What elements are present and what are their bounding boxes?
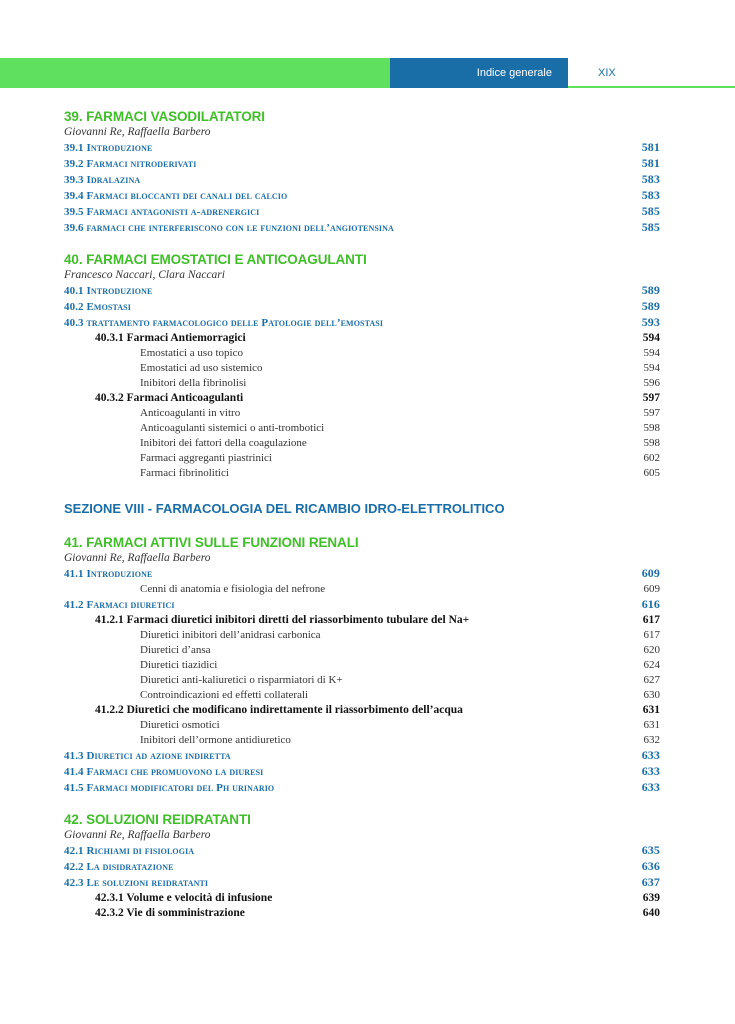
- chapter-title: 39. FARMACI VASODILATATORI: [64, 109, 265, 124]
- chapter-title: 41. FARMACI ATTIVI SULLE FUNZIONI RENALI: [64, 535, 359, 550]
- toc-entry-label: Farmaci fibrinolitici: [140, 467, 229, 479]
- chapter-title: 42. SOLUZIONI REIDRATANTI: [64, 812, 251, 827]
- toc-entry-label: 40.3.1 Farmaci Antiemorragici: [95, 332, 246, 344]
- toc-entry-label: Inibitori dei fattori della coagulazione: [140, 437, 307, 449]
- toc-entry[interactable]: [64, 391, 660, 406]
- toc-entry[interactable]: [64, 780, 660, 796]
- toc-entry-page: 609: [643, 583, 660, 595]
- toc-entry-page: 609: [641, 566, 660, 580]
- toc-entry-page: 597: [642, 392, 660, 404]
- toc-entry-label: 42.3.1 Volume e velocità di infusione: [95, 892, 273, 904]
- toc-entry-page: 617: [642, 614, 660, 626]
- toc-entry-page: 594: [643, 347, 660, 359]
- toc-entry-label: Controindicazioni ed effetti collaterali: [140, 689, 309, 701]
- chapters-group-b: [64, 535, 660, 921]
- toc-entry-label: Emostatici ad uso sistemico: [140, 362, 263, 374]
- toc-entry[interactable]: [64, 582, 660, 597]
- toc-entry[interactable]: [64, 331, 660, 346]
- toc-entry[interactable]: [64, 643, 660, 658]
- toc-entry[interactable]: [64, 859, 660, 875]
- toc-entry[interactable]: [64, 156, 660, 172]
- toc-entry-label: 41.1 Introduzione: [64, 568, 153, 580]
- toc-entry-label: 41.2.2 Diuretici che modificano indirettamente il riassorbimento dell’acqua: [95, 704, 463, 716]
- toc-entry-label: Inibitori della fibrinolisi: [140, 377, 247, 389]
- toc-entry-label: 42.3.2 Vie di somministrazione: [95, 907, 245, 919]
- toc-entry-page: 585: [641, 204, 660, 218]
- toc-entry[interactable]: [64, 703, 660, 718]
- toc-entry[interactable]: [64, 597, 660, 613]
- toc-entry[interactable]: [64, 406, 660, 421]
- header-rule: [568, 86, 735, 88]
- toc-entry-label: 42.3 Le soluzioni reidratanti: [64, 877, 209, 889]
- toc-entry-label: 40.3 trattamento farmacologico delle Patologie dell’emostasi: [64, 317, 384, 329]
- toc-entry-label: 39.1 Introduzione: [64, 142, 153, 154]
- toc-entry-page: 596: [643, 377, 660, 389]
- toc-entry[interactable]: [64, 658, 660, 673]
- toc-entry-label: 39.2 Farmaci nitroderivati: [64, 158, 197, 170]
- toc-entry-page: 636: [641, 859, 660, 873]
- toc-entry[interactable]: [64, 843, 660, 859]
- chapters-group-a: [64, 109, 660, 481]
- toc-entry[interactable]: [64, 299, 660, 315]
- toc-entry-page: 583: [641, 188, 660, 202]
- toc-entry-page: 633: [641, 764, 660, 778]
- toc-entry-page: 630: [643, 689, 660, 701]
- toc-entry[interactable]: [64, 451, 660, 466]
- toc-entry[interactable]: [64, 673, 660, 688]
- toc-entry-page: 589: [641, 299, 660, 313]
- toc-entry-label: 39.4 Farmaci bloccanti dei canali del calcio: [64, 190, 288, 202]
- toc-entry[interactable]: [64, 315, 660, 331]
- toc-entry-label: 40.3.2 Farmaci Anticoagulanti: [95, 392, 244, 404]
- toc-entry-label: Inibitori dell’ormone antidiuretico: [140, 734, 291, 746]
- header-title: Indice generale: [390, 58, 568, 88]
- toc-entry-label: 41.2 Farmaci diuretici: [64, 599, 175, 611]
- toc-entry[interactable]: [64, 220, 660, 236]
- toc-entry-label: Diuretici d’ansa: [140, 644, 211, 656]
- header-green-band: [0, 58, 390, 88]
- chapter-authors: Giovanni Re, Raffaella Barbero: [64, 829, 211, 841]
- chapter: [64, 109, 660, 236]
- toc-entry-label: Farmaci aggreganti piastrinici: [140, 452, 272, 464]
- toc-entry-page: 633: [641, 748, 660, 762]
- toc-entry-label: 39.5 Farmaci antagonisti α-adrenergici: [64, 206, 260, 218]
- toc-entry-page: 597: [643, 407, 660, 419]
- page-header: [0, 58, 735, 88]
- toc-entry-page: 632: [643, 734, 660, 746]
- toc-entry-page: 631: [643, 719, 660, 731]
- toc-entry-label: Diuretici tiazidici: [140, 659, 218, 671]
- toc-entry-label: Diuretici anti-kaliuretici o risparmiatori di K+: [140, 674, 343, 686]
- toc-entry-page: 617: [643, 629, 660, 641]
- toc-entry-page: 598: [643, 422, 660, 434]
- toc-entry-label: 39.6 farmaci che interferiscono con le funzioni dell’angiotensina: [64, 222, 394, 234]
- toc-entry-page: 620: [643, 644, 660, 656]
- toc-entry-label: 40.1 Introduzione: [64, 285, 153, 297]
- toc-entry-page: 640: [642, 907, 660, 919]
- toc-entry-page: 581: [641, 156, 660, 170]
- toc-entry-label: 41.4 Farmaci che promuovono la diuresi: [64, 766, 264, 778]
- toc-entry[interactable]: [64, 204, 660, 220]
- header-page-number: XIX: [598, 67, 616, 79]
- toc-entry-page: 583: [641, 172, 660, 186]
- toc-entry[interactable]: [64, 891, 660, 906]
- toc-entry[interactable]: [64, 283, 660, 299]
- toc-entry-label: 41.5 Farmaci modificatori del Ph urinario: [64, 782, 275, 794]
- toc-entry[interactable]: [64, 140, 660, 156]
- chapter-authors: Giovanni Re, Raffaella Barbero: [64, 552, 211, 564]
- chapter: [64, 812, 660, 921]
- toc-entry-label: Diuretici inibitori dell’anidrasi carbonica: [140, 629, 321, 641]
- toc-entry-label: 42.2 La disidratazione: [64, 861, 174, 873]
- toc-entry-page: 581: [641, 140, 660, 154]
- toc-entry-label: Anticoagulanti in vitro: [140, 407, 241, 419]
- chapter-authors: Giovanni Re, Raffaella Barbero: [64, 126, 211, 138]
- toc-entry-page: 637: [641, 875, 660, 889]
- toc-entry[interactable]: [64, 421, 660, 436]
- toc-entry[interactable]: [64, 188, 660, 204]
- toc-entry-page: 594: [643, 362, 660, 374]
- chapter: [64, 535, 660, 796]
- toc-entry-page: 633: [641, 780, 660, 794]
- toc-entry-page: 598: [643, 437, 660, 449]
- toc-entry-label: 42.1 Richiami di fisiologia: [64, 845, 195, 857]
- toc-entry[interactable]: [64, 376, 660, 391]
- toc-entry-page: 639: [642, 892, 660, 904]
- toc-entry[interactable]: [64, 875, 660, 891]
- toc-entry-label: 41.2.1 Farmaci diuretici inibitori diretti del riassorbimento tubulare del Na+: [95, 614, 470, 626]
- toc-entry-label: Diuretici osmotici: [140, 719, 220, 731]
- toc-entry-page: 624: [643, 659, 660, 671]
- toc-entry[interactable]: [64, 764, 660, 780]
- toc-entry-label: Emostatici a uso topico: [140, 347, 243, 359]
- toc-entry[interactable]: [64, 436, 660, 451]
- toc-entry-page: 593: [641, 315, 660, 329]
- toc-entry[interactable]: [64, 361, 660, 376]
- toc-entry[interactable]: [64, 346, 660, 361]
- toc-entry[interactable]: [64, 172, 660, 188]
- toc-entry[interactable]: [64, 466, 660, 481]
- toc-entry-page: 594: [642, 332, 660, 344]
- toc-entry-label: 40.2 Emostasi: [64, 301, 131, 313]
- toc-entry-page: 585: [641, 220, 660, 234]
- toc-entry-page: 631: [642, 704, 660, 716]
- toc-entry-page: 635: [641, 843, 660, 857]
- toc-entry[interactable]: [64, 733, 660, 748]
- toc-entry-label: 39.3 Idralazina: [64, 174, 141, 186]
- toc-entry-page: 616: [641, 597, 660, 611]
- toc-entry[interactable]: [64, 628, 660, 643]
- toc-entry[interactable]: [64, 748, 660, 764]
- toc-entry-page: 589: [641, 283, 660, 297]
- section-title: SEZIONE VIII - FARMACOLOGIA DEL RICAMBIO IDRO-ELETTROLITICO: [64, 501, 505, 516]
- toc-entry[interactable]: [64, 906, 660, 921]
- chapter: [64, 252, 660, 481]
- toc-entry[interactable]: [64, 566, 660, 582]
- toc-entry-page: 627: [643, 674, 660, 686]
- toc-entry-page: 605: [643, 467, 660, 479]
- toc-entry-label: Anticoagulanti sistemici o anti-trombotici: [140, 422, 325, 434]
- toc-entry[interactable]: [64, 688, 660, 703]
- toc-entry[interactable]: [64, 613, 660, 628]
- toc-entry-page: 602: [643, 452, 660, 464]
- toc-entry-label: Cenni di anatomia e fisiologia del nefrone: [140, 583, 326, 595]
- toc-entry[interactable]: [64, 718, 660, 733]
- table-of-contents: [64, 109, 660, 937]
- chapter-authors: Francesco Naccari, Clara Naccari: [64, 269, 225, 281]
- toc-entry-label: 41.3 Diuretici ad azione indiretta: [64, 750, 231, 762]
- chapter-title: 40. FARMACI EMOSTATICI E ANTICOAGULANTI: [64, 252, 367, 267]
